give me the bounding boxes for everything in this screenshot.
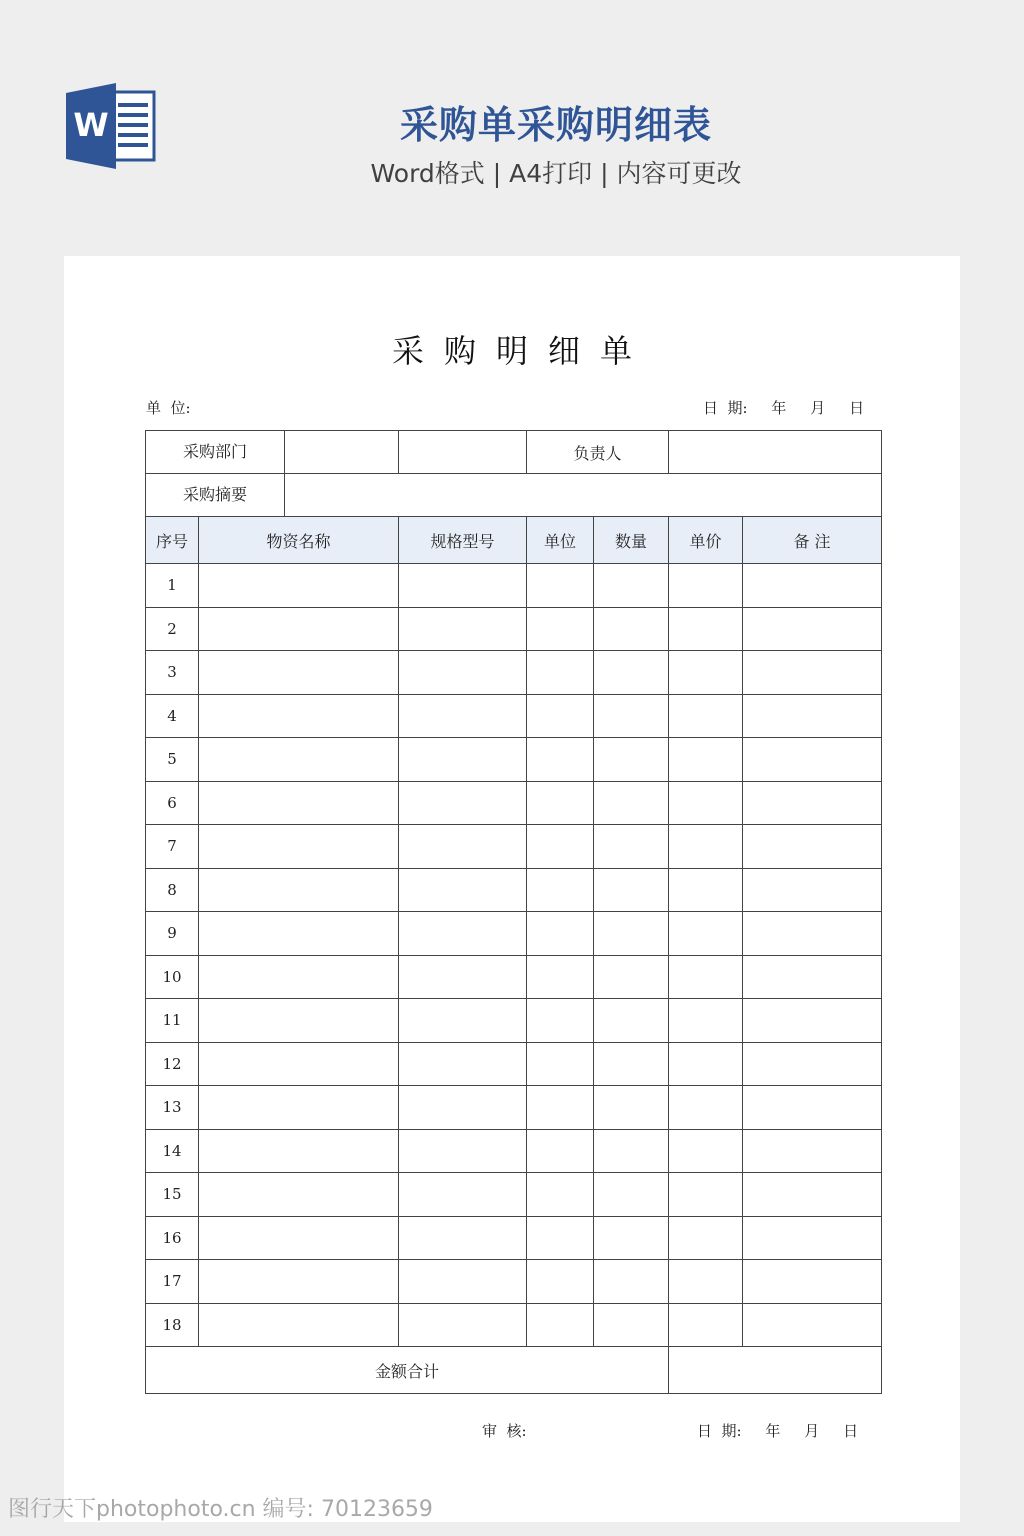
table-row: [146, 694, 882, 738]
table-cell[interactable]: [743, 1129, 882, 1173]
row-number: 9: [146, 912, 199, 956]
column-header: 单位: [527, 517, 594, 564]
table-row: [146, 868, 882, 912]
table-cell[interactable]: [527, 825, 594, 869]
row-number: 11: [146, 999, 199, 1043]
row-number: 5: [146, 738, 199, 782]
table-cell[interactable]: [743, 1086, 882, 1130]
table-cell[interactable]: [669, 999, 743, 1043]
table-cell[interactable]: [594, 1042, 669, 1086]
table-cell[interactable]: [527, 1216, 594, 1260]
row-number: 10: [146, 955, 199, 999]
table-row: [146, 1129, 882, 1173]
table-cell[interactable]: [399, 651, 527, 695]
table-row: [146, 607, 882, 651]
table-cell[interactable]: [399, 607, 527, 651]
table-row: [146, 912, 882, 956]
table-cell[interactable]: [743, 781, 882, 825]
table-cell[interactable]: [527, 564, 594, 608]
table-cell[interactable]: [199, 1260, 399, 1304]
table-cell[interactable]: [399, 868, 527, 912]
table-row: [146, 1216, 882, 1260]
table-cell[interactable]: [743, 1173, 882, 1217]
table-row: [146, 781, 882, 825]
table-cell[interactable]: [527, 738, 594, 782]
table-cell[interactable]: [199, 738, 399, 782]
table-cell[interactable]: [527, 868, 594, 912]
table-cell[interactable]: [743, 1216, 882, 1260]
table-cell[interactable]: [669, 1042, 743, 1086]
table-cell[interactable]: [669, 1129, 743, 1173]
table-cell[interactable]: [594, 999, 669, 1043]
table-cell[interactable]: [399, 781, 527, 825]
row-number: 14: [146, 1129, 199, 1173]
footer-date-label: 日 期: 年 月 日: [697, 1422, 859, 1440]
unit-label: 单 位:: [146, 399, 191, 417]
watermark: 图行天下photophoto.cn 编号: 70123659: [8, 1497, 433, 1522]
table-row: [146, 1042, 882, 1086]
table-cell[interactable]: [743, 868, 882, 912]
table-row: [146, 564, 882, 608]
table-cell[interactable]: [527, 1129, 594, 1173]
row-number: 12: [146, 1042, 199, 1086]
table-cell[interactable]: [594, 1303, 669, 1347]
column-header: 单价: [669, 517, 743, 564]
table-cell[interactable]: [669, 781, 743, 825]
table-cell[interactable]: [743, 738, 882, 782]
table-cell[interactable]: [594, 607, 669, 651]
table-cell[interactable]: [199, 912, 399, 956]
table-cell[interactable]: [743, 955, 882, 999]
department-value[interactable]: [399, 431, 527, 474]
row-number: 6: [146, 781, 199, 825]
table-cell[interactable]: [527, 1173, 594, 1217]
table-cell[interactable]: [199, 1303, 399, 1347]
table-cell[interactable]: [594, 738, 669, 782]
row-number: 8: [146, 868, 199, 912]
table-cell[interactable]: [743, 912, 882, 956]
total-value[interactable]: [669, 1347, 882, 1394]
table-cell[interactable]: [199, 1129, 399, 1173]
table-cell[interactable]: [399, 955, 527, 999]
table-cell[interactable]: [743, 694, 882, 738]
table-cell[interactable]: [199, 564, 399, 608]
column-header: 物资名称: [199, 517, 399, 564]
table-cell[interactable]: [399, 1129, 527, 1173]
table-cell[interactable]: [594, 1260, 669, 1304]
table-cell[interactable]: [669, 651, 743, 695]
table-row: [146, 1173, 882, 1217]
row-number: 7: [146, 825, 199, 869]
table-cell[interactable]: [594, 1129, 669, 1173]
table-cell[interactable]: [399, 1173, 527, 1217]
table-cell[interactable]: [743, 607, 882, 651]
total-row: [146, 1347, 882, 1394]
column-header: 备 注: [743, 517, 882, 564]
summary-cell: [146, 474, 882, 517]
table-cell[interactable]: [527, 781, 594, 825]
table-cell[interactable]: [399, 1086, 527, 1130]
table-row: [146, 825, 882, 869]
table-cell[interactable]: [594, 1173, 669, 1217]
table-cell[interactable]: [743, 651, 882, 695]
table-cell[interactable]: [669, 912, 743, 956]
column-header: 数量: [594, 517, 669, 564]
table-cell[interactable]: [399, 564, 527, 608]
table-cell[interactable]: [594, 1086, 669, 1130]
column-header-row: [146, 517, 882, 564]
summary-label: 采购摘要: [146, 474, 285, 516]
table-cell[interactable]: [743, 564, 882, 608]
table-cell[interactable]: [527, 1303, 594, 1347]
table-cell[interactable]: [743, 1042, 882, 1086]
table-cell[interactable]: [527, 1042, 594, 1086]
table-cell[interactable]: [594, 955, 669, 999]
table-cell[interactable]: [527, 1086, 594, 1130]
table-row: [146, 999, 882, 1043]
summary-row: [146, 474, 882, 517]
banner-title: 采购单采购明细表: [399, 103, 712, 147]
column-header: 规格型号: [399, 517, 527, 564]
table-cell[interactable]: [399, 999, 527, 1043]
table-cell[interactable]: [527, 694, 594, 738]
date-label: 日 期: 年 月 日: [703, 399, 865, 417]
purchase-detail-table: [145, 430, 882, 1394]
table-cell[interactable]: [399, 825, 527, 869]
table-cell[interactable]: [527, 1260, 594, 1304]
table-cell[interactable]: [199, 1173, 399, 1217]
department-row: [146, 431, 882, 474]
table-cell[interactable]: [527, 651, 594, 695]
table-cell[interactable]: [199, 1042, 399, 1086]
table-cell[interactable]: [743, 999, 882, 1043]
table-cell[interactable]: [527, 607, 594, 651]
table-cell[interactable]: [669, 868, 743, 912]
table-cell[interactable]: [594, 912, 669, 956]
table-cell[interactable]: [743, 825, 882, 869]
row-number: 2: [146, 607, 199, 651]
table-row: [146, 1260, 882, 1304]
row-number: 4: [146, 694, 199, 738]
department-label: 采购部门: [146, 431, 285, 473]
table-cell[interactable]: [669, 955, 743, 999]
table-row: [146, 1303, 882, 1347]
table-cell[interactable]: [527, 999, 594, 1043]
table-cell[interactable]: [199, 868, 399, 912]
row-number: 13: [146, 1086, 199, 1130]
table-cell[interactable]: [527, 912, 594, 956]
table-row: [146, 651, 882, 695]
table-cell[interactable]: [199, 607, 399, 651]
row-number: 16: [146, 1216, 199, 1260]
person-value[interactable]: [669, 431, 882, 474]
table-cell[interactable]: [199, 1216, 399, 1260]
table-cell[interactable]: [669, 1260, 743, 1304]
table-cell[interactable]: [399, 1216, 527, 1260]
table-cell[interactable]: [399, 1260, 527, 1304]
table-cell[interactable]: [399, 694, 527, 738]
table-cell[interactable]: [594, 694, 669, 738]
department-cell: [146, 431, 399, 474]
table-cell[interactable]: [743, 1260, 882, 1304]
table-cell[interactable]: [669, 694, 743, 738]
table-cell[interactable]: [199, 781, 399, 825]
table-cell[interactable]: [399, 738, 527, 782]
table-cell[interactable]: [669, 564, 743, 608]
row-number: 1: [146, 564, 199, 608]
total-label: 金额合计: [146, 1347, 669, 1394]
table-cell[interactable]: [594, 651, 669, 695]
table-cell[interactable]: [199, 651, 399, 695]
table-cell[interactable]: [199, 694, 399, 738]
table-cell[interactable]: [594, 825, 669, 869]
table-cell[interactable]: [399, 1042, 527, 1086]
review-label: 审 核:: [482, 1422, 527, 1440]
document-title: 采购明细单: [391, 332, 652, 370]
table-cell[interactable]: [399, 912, 527, 956]
table-cell[interactable]: [743, 1303, 882, 1347]
table-cell[interactable]: [399, 1303, 527, 1347]
table-cell[interactable]: [669, 1173, 743, 1217]
row-number: 17: [146, 1260, 199, 1304]
table-cell[interactable]: [199, 825, 399, 869]
data-rows: [146, 564, 882, 1347]
table-cell[interactable]: [199, 999, 399, 1043]
table-cell[interactable]: [594, 868, 669, 912]
row-number: 3: [146, 651, 199, 695]
table-cell[interactable]: [199, 1086, 399, 1130]
row-number: 18: [146, 1303, 199, 1347]
table-cell[interactable]: [669, 1303, 743, 1347]
row-number: 15: [146, 1173, 199, 1217]
table-row: [146, 738, 882, 782]
person-label: 负责人: [527, 431, 669, 474]
table-cell[interactable]: [669, 738, 743, 782]
table-cell[interactable]: [669, 1086, 743, 1130]
table-cell[interactable]: [594, 564, 669, 608]
table-cell[interactable]: [594, 1216, 669, 1260]
table-cell[interactable]: [527, 955, 594, 999]
word-logo-letter: W: [73, 106, 109, 144]
table-row: [146, 955, 882, 999]
table-cell[interactable]: [594, 781, 669, 825]
table-cell[interactable]: [199, 955, 399, 999]
table-cell[interactable]: [669, 1216, 743, 1260]
column-header: 序号: [146, 517, 199, 564]
banner-subtitle: Word格式 | A4打印 | 内容可更改: [370, 159, 742, 188]
table-cell[interactable]: [669, 607, 743, 651]
word-logo-icon: [66, 83, 156, 169]
table-row: [146, 1086, 882, 1130]
table-cell[interactable]: [669, 825, 743, 869]
